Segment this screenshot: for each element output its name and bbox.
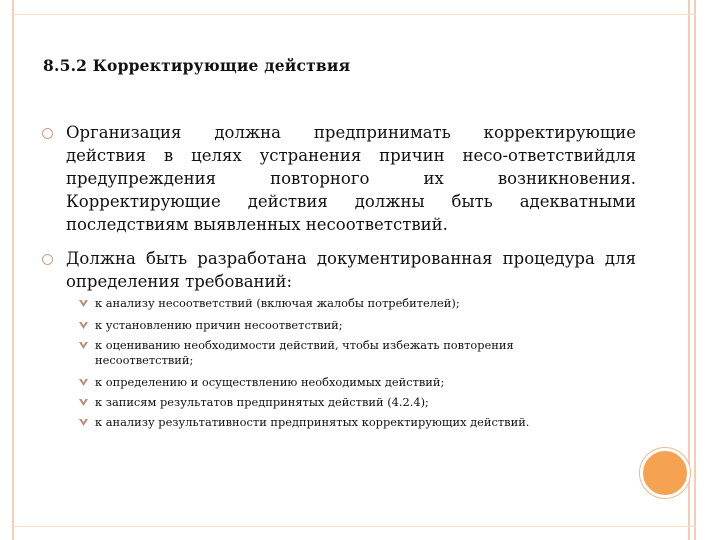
bullet-paragraph-2: Должна быть разработана документированная процедура для определения требований:: [66, 249, 636, 291]
frame-bottom-line: [12, 526, 696, 527]
sub-bullet-5: к записям результатов предпринятых действий (4.2.4);: [95, 395, 429, 409]
chevron-bullet-icon: [78, 298, 89, 309]
frame-right-line: [688, 0, 690, 540]
chevron-bullet-icon: [78, 417, 89, 428]
chevron-bullet-icon: [78, 340, 89, 351]
bullet-ring-icon: [42, 254, 53, 265]
chevron-bullet-icon: [78, 377, 89, 388]
sub-bullet-6: к анализу результативности предпринятых корректирующих действий.: [95, 415, 530, 429]
slide-title: 8.5.2 Корректирующие действия: [43, 56, 351, 75]
bullet-paragraph-1: Организация должна предпринимать корректирующие действия в целях устранения причин несо-ответствийдля предупреждения повторного их возникновения. Корректирующие действия должны быть адекватными последствиям выявленных несоответствий.: [66, 123, 636, 234]
sub-bullet-3: к оцениванию необходимости действий, чтобы избежать повторения несоответствий;: [95, 338, 514, 367]
frame-top-line: [12, 14, 696, 15]
frame-left-line: [12, 0, 14, 540]
chevron-bullet-icon: [78, 320, 89, 331]
sub-bullet-4: к определению и осуществлению необходимых действий;: [95, 375, 445, 389]
decorative-orange-circle: [640, 448, 690, 498]
bullet-ring-icon: [42, 128, 53, 139]
sub-bullet-1: к анализу несоответствий (включая жалобы потребителей);: [95, 296, 460, 310]
sub-bullet-2: к установлению причин несоответствий;: [95, 318, 343, 332]
chevron-bullet-icon: [78, 397, 89, 408]
frame-right-line-inner: [694, 0, 696, 540]
